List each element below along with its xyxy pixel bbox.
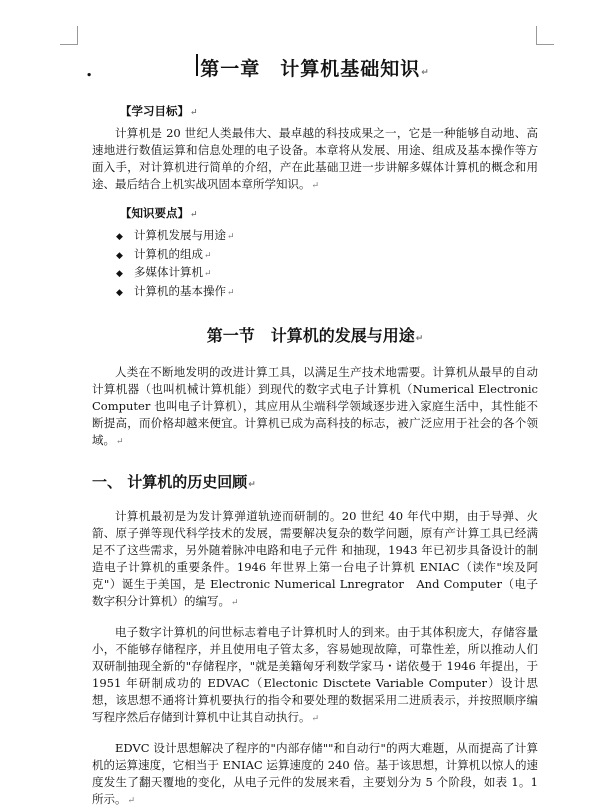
crop-mark-top-left-h bbox=[60, 44, 78, 45]
paragraph-mark: ↵ bbox=[248, 480, 256, 490]
crop-mark-top-left-v bbox=[77, 26, 78, 44]
list-item[interactable]: ◆ 计算机发展与用途↵ bbox=[116, 227, 538, 246]
paragraph-mark: ↵ bbox=[204, 250, 212, 261]
anchor-dot: . bbox=[86, 60, 93, 81]
document-page[interactable] bbox=[92, 54, 550, 810]
paragraph-mark: ↵ bbox=[204, 269, 212, 279]
key-points-label[interactable]: 【知识要点】↵ bbox=[120, 206, 198, 220]
history-paragraph-1[interactable]: 计算机最初是为发计算弹道轨迹而研制的。20 世纪 40 年代中期，由于导弹、火箭、原子弹等现代科学技术的发展，需要解决复杂的数学问题，原有产计算工具已经满足不了这些需求，另外随着脉冲电路和电子元件 和抽现，1943 年已初步具备设计的制造电子计算机的重要条件。1946 年世界上第一台电子计算机 ENIAC（读作"埃及阿克"）诞生于美国，是 Electronic Numerical Lnregrator And Computer（电子数字积分计算机）的编写。↵ bbox=[92, 509, 538, 608]
paragraph-mark: ↵ bbox=[421, 68, 430, 78]
paragraph-mark: ↵ bbox=[227, 287, 235, 298]
key-points-list bbox=[116, 227, 538, 301]
section-title[interactable]: 第一节 计算机的发展与用途↵ bbox=[206, 326, 424, 345]
history-paragraph-3[interactable]: EDVC 设计思想解决了程序的"内部存储""和自动行"的两大难题，从而提高了计算机的运算速度，它相当于 ENIAC 运算速度的 240 倍。基于该思想，计算机以惊人的速度发生了翻天覆地的变化，从电子元件的发展来看，主要划分为 5 个阶段，如表 1。1 所示。↵ bbox=[92, 741, 538, 806]
paragraph-mark: ↵ bbox=[231, 598, 239, 608]
list-item[interactable]: ◆ 多媒体计算机↵ bbox=[116, 264, 538, 283]
subsection-title[interactable]: 一、 计算机的历史回顾↵ bbox=[92, 473, 256, 491]
learning-goal-label[interactable]: 【学习目标】↵ bbox=[120, 104, 198, 118]
crop-mark-top-right-h bbox=[536, 44, 554, 45]
diamond-bullet-icon: ◆ bbox=[116, 232, 123, 242]
paragraph-mark: ↵ bbox=[127, 796, 136, 806]
diamond-bullet-icon: ◆ bbox=[116, 287, 123, 298]
list-item[interactable]: ◆ 计算机的基本操作↵ bbox=[116, 283, 538, 302]
section-paragraph[interactable]: 人类在不断地发明的改进计算工具，以满足生产技术地需要。计算机从最早的自动计算机器（也叫机械计算机能）到现代的数字式电子计算机（Numerical Electronic Computer 也叫电子计算机），其应用从尘端科学领域逐步进入家庭生活中，其性能不断提高，而价格却越来便宜。计算机已成为高科技的标志，被广泛应用于社会的各个领域。↵ bbox=[92, 365, 550, 447]
learning-goal-paragraph[interactable]: 计算机是 20 世纪人类最伟大、最卓越的科技成果之一，它是一种能够自动地、高速地进行数值运算和信息处理的电子设备。本章将从发展、用途、组成及基本操作等方面入手，对计算机进行简单的介绍，产在此基础卫进一步讲解多媒体计算机的概念和用途、最后结合上机实战巩固本章所学知识。↵ bbox=[92, 126, 538, 191]
paragraph-mark: ↵ bbox=[311, 714, 320, 724]
paragraph-mark: ↵ bbox=[190, 210, 198, 220]
paragraph-mark: ↵ bbox=[311, 181, 320, 191]
diamond-bullet-icon: ◆ bbox=[116, 269, 123, 279]
paragraph-mark: ↵ bbox=[190, 108, 198, 118]
paragraph-mark: ↵ bbox=[415, 334, 424, 344]
list-item[interactable]: ◆ 计算机的组成↵ bbox=[116, 246, 538, 265]
paragraph-mark: ↵ bbox=[116, 437, 124, 447]
history-paragraph-2[interactable]: 电子数字计算机的问世标志着电子计算机时人的到来。由于其体积庞大，存储容量小，不能够存储程序，并且使用电子管太多，容易她现故障，可靠性差，所以推动人们双研制抽现全新的"存储程序，"就是美籍匈牙利数学家马・诺依曼于 1946 年提出，于 1951 年研制成功的 EDVAC（Electonic Disctete Variable Computer）设计思想，该思想不通将计算机要执行的指令和要处理的数据采用二进质表示，并按照顺序编写程序然后存储到计算机中让其自动执行。↵ bbox=[92, 625, 538, 724]
diamond-bullet-icon: ◆ bbox=[116, 250, 123, 261]
crop-mark-top-right-v bbox=[536, 26, 537, 44]
chapter-title[interactable]: 第一章 计算机基础知识↵ bbox=[200, 58, 430, 80]
paragraph-mark: ↵ bbox=[227, 232, 235, 242]
